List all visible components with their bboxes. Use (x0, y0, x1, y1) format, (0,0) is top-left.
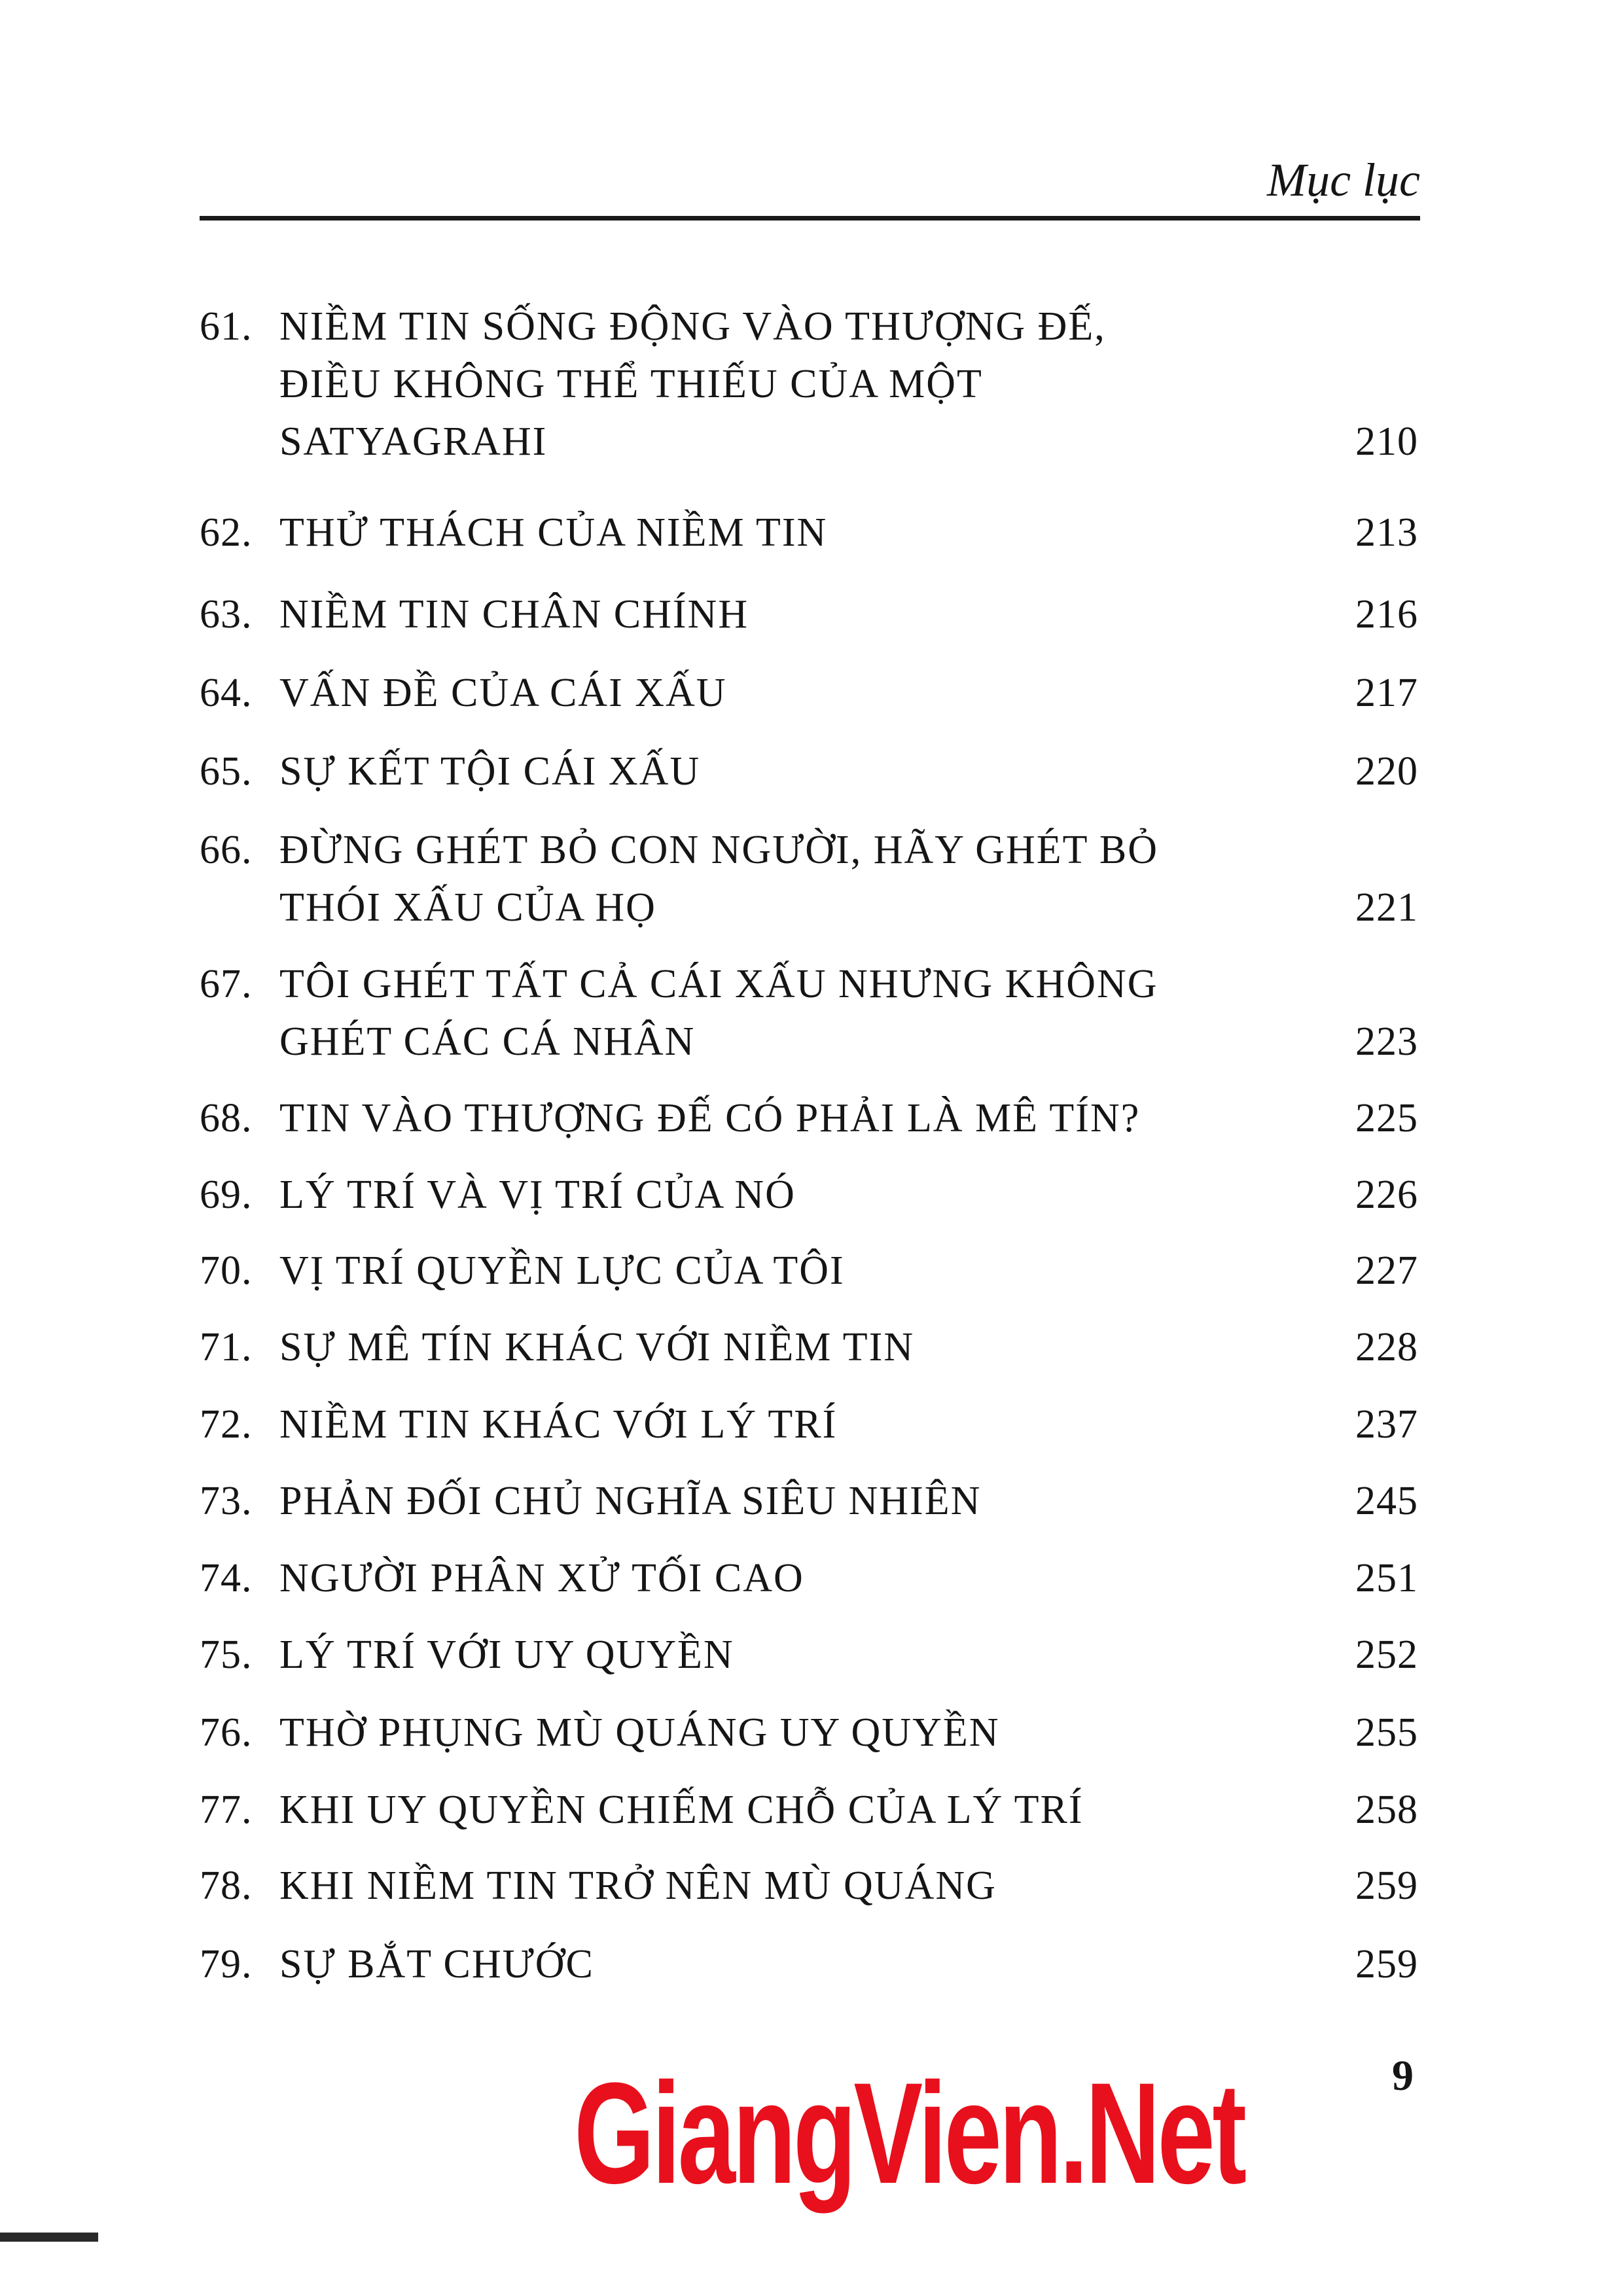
entry-title-line: THỜ PHỤNG MÙ QUÁNG UY QUYỀN (279, 1710, 1000, 1755)
entry-title (279, 1857, 1261, 1915)
entry-page: 221 (1355, 885, 1418, 930)
entry-title-line: TIN VÀO THƯỢNG ĐẾ CÓ PHẢI LÀ MÊ TÍN? (279, 1096, 1141, 1140)
entry-title-line: NIỀM TIN KHÁC VỚI LÝ TRÍ (279, 1402, 838, 1447)
entry-title (279, 586, 1261, 643)
entry-page: 216 (1355, 592, 1418, 637)
toc-entry (200, 1472, 1418, 1530)
entry-page: 210 (1355, 419, 1418, 464)
entry-number: 71. (200, 1325, 253, 1369)
toc-entry (200, 1166, 1418, 1224)
entry-number: 76. (200, 1710, 253, 1755)
entry-title-line: ĐIỀU KHÔNG THỂ THIẾU CỦA MỘT (279, 362, 983, 406)
entry-page: 255 (1355, 1710, 1418, 1755)
entry-page: 237 (1355, 1402, 1418, 1447)
entry-title-line: SỰ MÊ TÍN KHÁC VỚI NIỀM TIN (279, 1325, 915, 1369)
entry-title-line: GHÉT CÁC CÁ NHÂN (279, 1019, 696, 1064)
entry-title-line: PHẢN ĐỐI CHỦ NGHĨA SIÊU NHIÊN (279, 1479, 982, 1523)
entry-number: 62. (200, 510, 253, 555)
entry-title (279, 743, 1261, 800)
entry-page: 226 (1355, 1173, 1418, 1217)
entry-page: 217 (1355, 671, 1418, 715)
entry-page: 259 (1355, 1942, 1418, 1987)
entry-title-line: NIỀM TIN SỐNG ĐỘNG VÀO THƯỢNG ĐẾ, (279, 304, 1106, 349)
entry-number: 61. (200, 304, 253, 349)
toc-entry (200, 1704, 1418, 1761)
toc-entry (200, 298, 1418, 470)
entry-title (279, 1166, 1261, 1224)
entry-title-line: VỊ TRÍ QUYỀN LỰC CỦA TÔI (279, 1248, 845, 1293)
entry-title-line: THỬ THÁCH CỦA NIỀM TIN (279, 510, 828, 555)
entry-number: 79. (200, 1942, 253, 1987)
toc-entry (200, 821, 1418, 936)
entry-number: 66. (200, 828, 253, 872)
watermark: GiangVien.Net (574, 2053, 1244, 2214)
entry-title-line: NGƯỜI PHÂN XỬ TỐI CAO (279, 1556, 804, 1600)
toc-entry (200, 1089, 1418, 1147)
page-number: 9 (1392, 2052, 1414, 2100)
entry-title-line: NIỀM TIN CHÂN CHÍNH (279, 592, 749, 637)
toc-entry (200, 1626, 1418, 1684)
running-header-title: Mục lục (1267, 154, 1420, 206)
entry-title (279, 1242, 1261, 1299)
entry-number: 73. (200, 1479, 253, 1523)
toc-entry (200, 1396, 1418, 1453)
entry-title (279, 1626, 1261, 1684)
entry-title (279, 1472, 1261, 1530)
entry-title (279, 504, 1261, 561)
toc-entry (200, 664, 1418, 722)
entry-page: 245 (1355, 1479, 1418, 1523)
entry-number: 78. (200, 1863, 253, 1908)
entry-title-line: SỰ KẾT TỘI CÁI XẤU (279, 749, 701, 794)
entry-number: 67. (200, 962, 253, 1006)
entry-page: 228 (1355, 1325, 1418, 1369)
toc-entry (200, 1781, 1418, 1839)
entry-title (279, 1704, 1261, 1761)
toc-entry (200, 1935, 1418, 1993)
entry-title-line: ĐỪNG GHÉT BỎ CON NGƯỜI, HÃY GHÉT BỎ (279, 828, 1159, 872)
entry-page: 258 (1355, 1788, 1418, 1832)
toc-entry (200, 1549, 1418, 1607)
entry-page: 213 (1355, 510, 1418, 555)
entry-number: 64. (200, 671, 253, 715)
entry-page: 223 (1355, 1019, 1418, 1064)
entry-title-line: SỰ BẮT CHƯỚC (279, 1942, 594, 1987)
entry-title (279, 1396, 1261, 1453)
entry-title (279, 1089, 1261, 1147)
entry-title (279, 298, 1261, 470)
toc-entry (200, 504, 1418, 561)
entry-title (279, 821, 1261, 936)
toc-entry (200, 743, 1418, 800)
entry-title (279, 1781, 1261, 1839)
entry-number: 70. (200, 1248, 253, 1293)
entry-page: 251 (1355, 1556, 1418, 1600)
entry-title-line: THÓI XẤU CỦA HỌ (279, 885, 656, 930)
entry-title-line: VẤN ĐỀ CỦA CÁI XẤU (279, 671, 727, 715)
entry-title-line: KHI NIỀM TIN TRỞ NÊN MÙ QUÁNG (279, 1863, 997, 1908)
entry-number: 65. (200, 749, 253, 794)
entry-page: 259 (1355, 1863, 1418, 1908)
toc-entry (200, 1242, 1418, 1299)
entry-title (279, 1935, 1261, 1993)
entry-title (279, 664, 1261, 722)
entry-number: 63. (200, 592, 253, 637)
entry-title-line: LÝ TRÍ VỚI UY QUYỀN (279, 1633, 734, 1677)
entry-page: 252 (1355, 1633, 1418, 1677)
entry-title (279, 1549, 1261, 1607)
entry-title (279, 1318, 1261, 1376)
entry-number: 74. (200, 1556, 253, 1600)
entry-title-line: SATYAGRAHI (279, 419, 548, 464)
entry-title-line: KHI UY QUYỀN CHIẾM CHỖ CỦA LÝ TRÍ (279, 1788, 1084, 1832)
toc-entry (200, 1318, 1418, 1376)
scan-edge-mark (0, 2233, 98, 2242)
entry-number: 77. (200, 1788, 253, 1832)
entry-page: 220 (1355, 749, 1418, 794)
entry-number: 75. (200, 1633, 253, 1677)
entry-number: 69. (200, 1173, 253, 1217)
entry-page: 225 (1355, 1096, 1418, 1140)
toc-entry (200, 586, 1418, 643)
entry-page: 227 (1355, 1248, 1418, 1293)
entry-title-line: LÝ TRÍ VÀ VỊ TRÍ CỦA NÓ (279, 1173, 796, 1217)
entry-title (279, 955, 1261, 1070)
toc-entry (200, 955, 1418, 1070)
entry-title-line: TÔI GHÉT TẤT CẢ CÁI XẤU NHƯNG KHÔNG (279, 962, 1158, 1006)
toc-entry (200, 1857, 1418, 1915)
entry-number: 72. (200, 1402, 253, 1447)
entry-number: 68. (200, 1096, 253, 1140)
header-rule (200, 216, 1420, 221)
